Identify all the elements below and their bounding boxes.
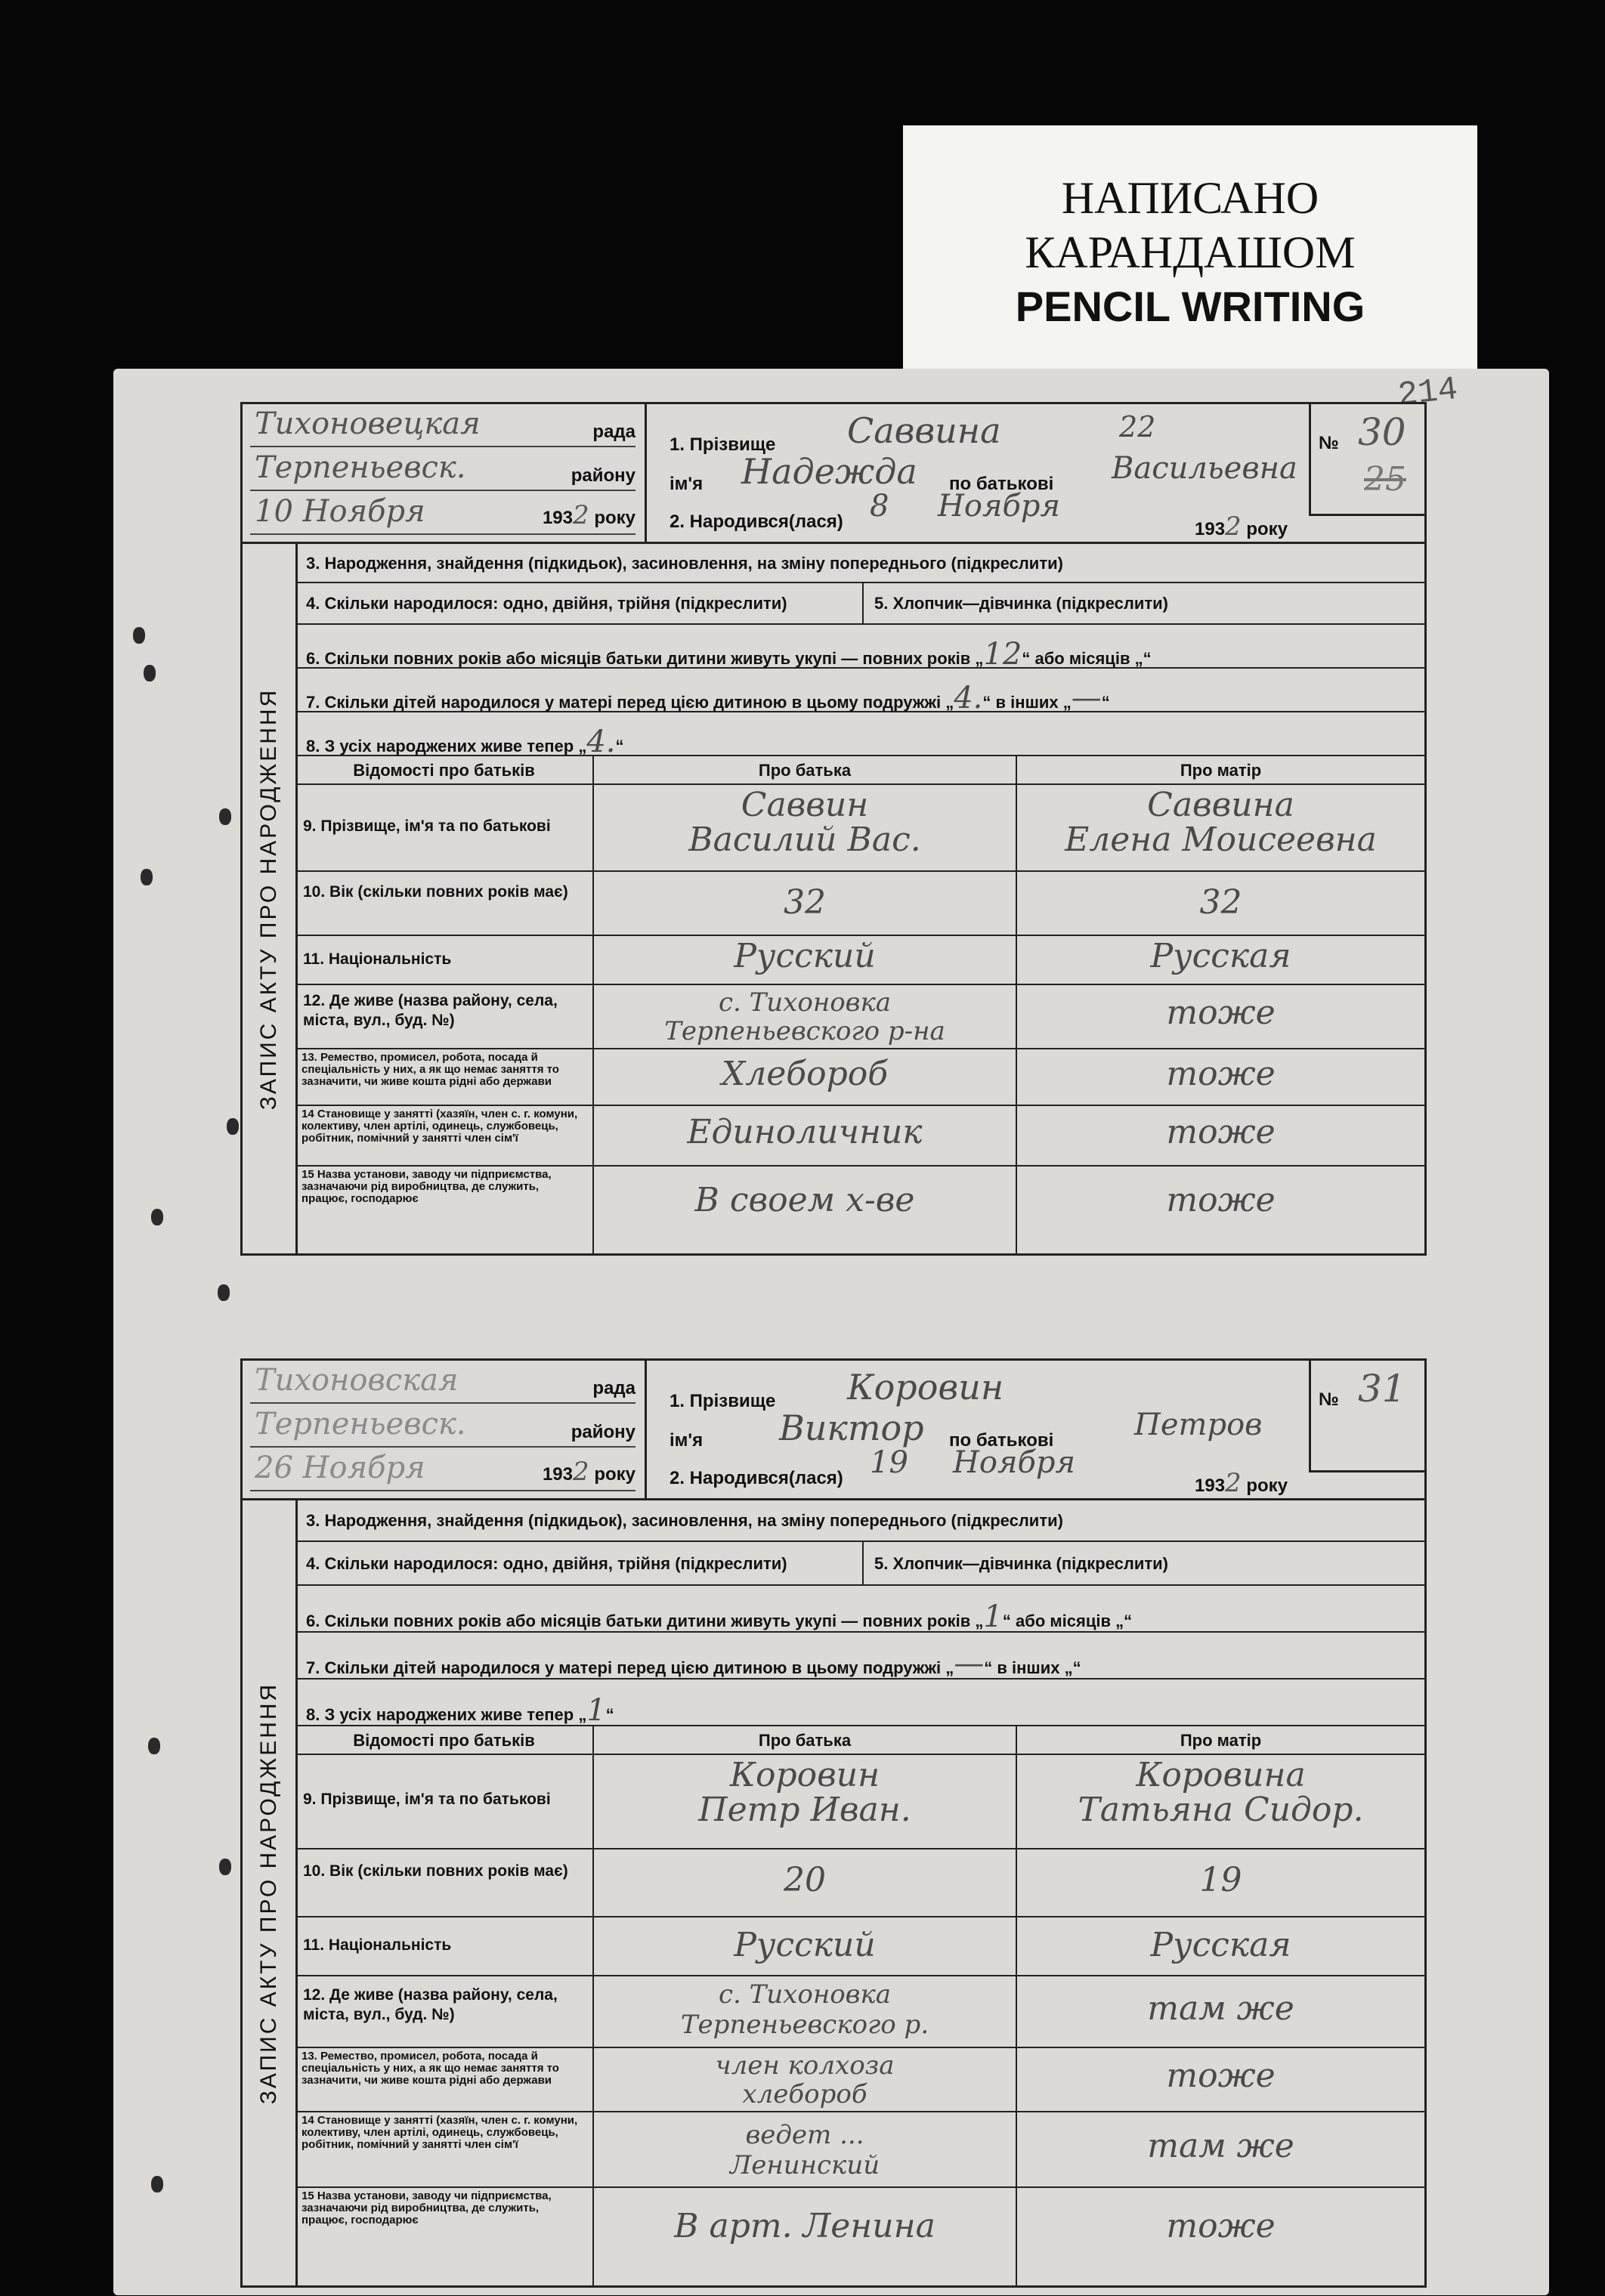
father-address	[594, 985, 1017, 1049]
q8-value: 4.	[586, 725, 616, 759]
registry-office-block	[243, 1361, 647, 1500]
reg-date-row	[250, 492, 636, 535]
crossed-number: 25	[1364, 460, 1406, 499]
side-title	[243, 1500, 298, 2285]
rada-label: рада	[592, 422, 636, 442]
punch-hole	[141, 869, 153, 885]
father-status-line1: ведет ...	[745, 2120, 864, 2150]
father-header: Про батька	[594, 756, 1017, 785]
q10-label: 10. Вік (скільки повних років має)	[295, 872, 594, 936]
father-occupation-line2: хлебороб	[742, 2079, 867, 2109]
mother-nationality: Русская	[1017, 1917, 1424, 1976]
surname-value: Саввина	[847, 410, 1001, 451]
q5-label: 5. Хлопчик—дівчинка (підкреслити)	[874, 594, 1169, 613]
punch-hole	[148, 1738, 160, 1754]
father-given-name: Василий Вас.	[688, 820, 921, 859]
patronymic-label: по батькові	[949, 1430, 1054, 1451]
q12-label: 12. Де живе (назва району, села, міста, вул., буд. №)	[295, 985, 594, 1049]
mother-header: Про матір	[1017, 756, 1424, 785]
father-status: Единоличник	[594, 1106, 1017, 1167]
q7-row	[295, 669, 1424, 715]
reg-year-value: 2	[573, 500, 589, 530]
father-name	[594, 785, 1017, 872]
mother-workplace: тоже	[1166, 2207, 1276, 2245]
q3-label: 3. Народження, знайдення (підкидьок), засиновлення, на зміну попереднього (підкреслити)	[306, 554, 1063, 573]
mother-status: тоже	[1017, 1106, 1424, 1167]
father-age: 32	[594, 872, 1017, 936]
surname-label: 1. Прізвище	[670, 1391, 776, 1411]
side-title	[243, 544, 298, 1253]
father-occupation: Хлебороб	[594, 1049, 1017, 1106]
punch-hole	[151, 1209, 163, 1225]
record-number-box	[1309, 1361, 1424, 1472]
father-address-line2: Терпеньевского р-на	[664, 1016, 945, 1046]
q4-label: 4. Скільки народилося: одно, двійня, трійня (підкреслити)	[306, 594, 787, 613]
q7-label: 7. Скільки дітей народилося у матері перед цією дитиною в цьому подружжі	[306, 1658, 942, 1677]
q8-row	[295, 712, 1424, 759]
mother-occupation: тоже	[1017, 1049, 1424, 1106]
reg-date-value: 26 Ноября	[255, 1451, 425, 1485]
q10-label: 10. Вік (скільки повних років має)	[295, 1849, 594, 1917]
q6-text: 6. Скільки повних років або місяців батьки дитини живуть укупі — повних років „1“ або місяців „“	[306, 1599, 1133, 1634]
q4-label: 4. Скільки народилося: одно, двійня, трійня (підкреслити)	[306, 1554, 787, 1573]
parents-header: Відомості про батьків	[295, 1726, 594, 1755]
q8-text: 8. З усіх народжених живе тепер „1“	[306, 1693, 614, 1728]
mother-header: Про матір	[1017, 1726, 1424, 1755]
birth-year-value: 2	[1225, 511, 1242, 542]
reg-roku-label: року	[594, 508, 636, 528]
q15-label: 15 Назва установи, заводу чи підприємства, зазначаючи рід виробництва, де служить, працює, господарює	[295, 1167, 594, 1253]
q7-other-label: в інших	[997, 1658, 1060, 1677]
side-title-text: ЗАПИС АКТУ ПРО НАРОДЖЕННЯ	[256, 1682, 281, 2104]
birth-year-prefix: 193	[1195, 519, 1226, 539]
q6-years-value: 1	[983, 1599, 1003, 1634]
father-workplace: В арт. Ленина	[594, 2188, 1017, 2285]
q6-text: 6. Скільки повних років або місяців батьки дитини живуть укупі — повних років „12“ або місяців „“	[306, 637, 1152, 672]
birth-year-label	[1195, 1468, 1288, 1498]
mother-workplace: тоже	[1166, 1181, 1276, 1219]
mother-age: 32	[1017, 872, 1424, 936]
label-line-3: PENCIL WRITING	[1015, 283, 1365, 330]
reg-year-prefix: 193	[542, 508, 573, 528]
q4-q5-row	[295, 1542, 1424, 1586]
rada-value: Тихоновецкая	[255, 406, 481, 441]
birth-roku-label: року	[1246, 519, 1288, 539]
q6-label: 6. Скільки повних років або місяців батьки дитини живуть укупі — повних років	[306, 1612, 971, 1630]
father-address-line1: с. Тихоновка	[718, 1979, 892, 2010]
mother-address: там же	[1017, 1976, 1424, 2048]
q6-row	[295, 625, 1424, 672]
q8-text: 8. З усіх народжених живе тепер „4.“	[306, 725, 624, 759]
mother-status: там же	[1017, 2112, 1424, 2188]
q11-label: 11. Національність	[295, 936, 594, 985]
reg-date-value: 10 Ноября	[255, 494, 425, 529]
surname-extra: 22	[1119, 410, 1156, 443]
q6-row	[295, 1586, 1424, 1633]
q8-label: 8. З усіх народжених живе тепер	[306, 737, 574, 756]
father-surname: Саввин	[741, 786, 869, 824]
mother-surname: Саввина	[1147, 786, 1294, 824]
surname-label: 1. Прізвище	[670, 434, 776, 455]
raion-row	[250, 1404, 636, 1448]
q4-q5-divider	[862, 1542, 864, 1584]
rada-value: Тихоновская	[255, 1363, 459, 1398]
name-value: Надежда	[741, 451, 917, 492]
mother-name	[1017, 785, 1424, 872]
raion-label: району	[571, 1422, 636, 1442]
record-header	[240, 402, 1427, 542]
mother-occupation: тоже	[1017, 2048, 1424, 2112]
q6-label: 6. Скільки повних років або місяців батьки дитини живуть укупі — повних років	[306, 649, 971, 668]
birth-year-value: 2	[1225, 1468, 1242, 1498]
reg-roku-label: року	[594, 1464, 636, 1485]
parents-header: Відомості про батьків	[295, 756, 594, 785]
father-address	[594, 1976, 1017, 2048]
patronymic-value: Петров	[1134, 1408, 1263, 1442]
birth-day: 19	[870, 1445, 908, 1480]
number-label: №	[1319, 1389, 1339, 1410]
reg-year-label	[543, 500, 636, 530]
father-occupation-line1: член колхоза	[715, 2050, 895, 2081]
father-given-name: Петр Иван.	[698, 1791, 911, 1829]
birth-month: Ноября	[938, 489, 1060, 524]
side-title-text: ЗАПИС АКТУ ПРО НАРОДЖЕННЯ	[256, 688, 281, 1110]
record-number-box	[1309, 404, 1424, 516]
punch-hole	[219, 808, 231, 825]
father-address-line2: Терпеньевского р.	[680, 2010, 929, 2040]
raion-label: району	[571, 465, 636, 486]
q8-value: 1	[586, 1693, 606, 1728]
father-nationality: Русский	[594, 936, 1017, 985]
q8-row	[295, 1680, 1424, 1726]
label-line-2: КАРАНДАШОМ	[1025, 227, 1356, 277]
q4-q5-row	[295, 583, 1424, 625]
reg-year-label	[543, 1457, 636, 1487]
number-label: №	[1319, 433, 1339, 453]
punch-hole	[151, 2176, 163, 2192]
q11-label: 11. Національність	[295, 1917, 594, 1976]
patronymic-label: по батькові	[949, 474, 1054, 494]
q9-label: 9. Прізвище, ім'я та по батькові	[295, 1755, 594, 1849]
father-workplace: В своем х-ве	[594, 1167, 1017, 1253]
birth-day: 8	[870, 489, 889, 524]
q7-row	[295, 1633, 1424, 1680]
mother-name	[1017, 1755, 1424, 1849]
record-number: 30	[1358, 410, 1406, 454]
q7-text: 7. Скільки дітей народилося у матері перед цією дитиною в цьому подружжі „—“ в інших „“	[306, 1646, 1081, 1681]
raion-row	[250, 448, 636, 491]
reg-year-prefix: 193	[542, 1464, 573, 1485]
label-line-1: НАПИСАНО	[1061, 173, 1319, 223]
rada-row	[250, 404, 636, 447]
father-status	[594, 2112, 1017, 2188]
sheet-number: 214	[1396, 370, 1460, 416]
q7-other-value: —	[1071, 681, 1102, 715]
birth-record-31	[240, 1358, 1427, 2288]
mother-given-name: Елена Моисеевна	[1065, 820, 1377, 859]
punch-hole	[218, 1284, 230, 1301]
q9-label: 9. Прізвище, ім'я та по батькові	[295, 785, 594, 872]
born-label: 2. Народився(лася)	[670, 511, 843, 532]
father-address-line1: с. Тихоновка	[718, 987, 892, 1018]
q6-months-label: або місяців	[1016, 1612, 1112, 1630]
name-value: Виктор	[779, 1408, 924, 1448]
birth-year-label	[1195, 511, 1288, 542]
rada-row	[250, 1361, 636, 1404]
q7-label: 7. Скільки дітей народилося у матері перед цією дитиною в цьому подружжі	[306, 693, 942, 712]
father-age: 20	[594, 1849, 1017, 1917]
q7-text: 7. Скільки дітей народилося у матері перед цією дитиною в цьому подружжі „4.“ в інших „—“	[306, 681, 1110, 715]
q7-other-label: в інших	[995, 693, 1059, 712]
q7-value: —	[954, 1646, 985, 1681]
name-label: ім'я	[670, 1430, 704, 1451]
punch-hole	[144, 665, 156, 681]
q6-years-value: 12	[983, 637, 1022, 672]
record-number: 31	[1358, 1367, 1406, 1411]
q3-label: 3. Народження, знайдення (підкидьок), засиновлення, на зміну попереднього (підкреслити)	[306, 1511, 1063, 1530]
q13-label: 13. Ремество, промисел, робота, посада й спеціальність у них, а як що немає заняття то зазначити, чи живе кошта рідні або держави	[295, 2048, 594, 2112]
mother-address: тоже	[1017, 985, 1424, 1049]
father-name	[594, 1755, 1017, 1849]
record-body	[240, 542, 1427, 1256]
birth-month: Ноября	[953, 1445, 1075, 1480]
q3-row	[295, 1500, 1424, 1542]
surname-value: Коровин	[847, 1367, 1004, 1408]
born-label: 2. Народився(лася)	[670, 1468, 843, 1488]
registry-office-block	[243, 404, 647, 544]
reg-date-row	[250, 1448, 636, 1491]
raion-value: Терпеньевск.	[255, 450, 466, 485]
birth-year-prefix: 193	[1195, 1476, 1226, 1496]
punch-hole	[227, 1118, 239, 1135]
mother-surname: Коровина	[1136, 1756, 1306, 1794]
reg-year-value: 2	[573, 1457, 589, 1487]
q6-months-label: або місяців	[1034, 649, 1130, 668]
q15-label: 15 Назва установи, заводу чи підприємства, зазначаючи рід виробництва, де служить, працює, господарює	[295, 2188, 594, 2285]
raion-value: Терпеньевск.	[255, 1407, 466, 1442]
q7-value: 4.	[954, 681, 983, 715]
q8-label: 8. З усіх народжених живе тепер	[306, 1705, 574, 1724]
mother-nationality: Русская	[1017, 936, 1424, 985]
q3-row	[295, 544, 1424, 583]
name-label: ім'я	[670, 474, 704, 494]
father-surname: Коровин	[729, 1756, 880, 1794]
record-body	[240, 1498, 1427, 2288]
q5-label: 5. Хлопчик—дівчинка (підкреслити)	[874, 1554, 1169, 1573]
birth-roku-label: року	[1246, 1476, 1288, 1496]
q14-label: 14 Становище у занятті (хазяїн, член с. г. комуни, колективу, член артілі, одинець, службовець, робітник, помічний у занятті член сім'ї	[295, 1106, 594, 1167]
punch-hole	[219, 1859, 231, 1875]
father-status-line2: Ленинский	[729, 2150, 880, 2180]
father-nationality: Русский	[594, 1917, 1017, 1976]
q14-label: 14 Становище у занятті (хазяїн, член с. г. комуни, колективу, член артілі, одинець, службовець, робітник, помічний у занятті член сім'ї	[295, 2112, 594, 2188]
q12-label: 12. Де живе (назва району, села, міста, вул., буд. №)	[295, 1976, 594, 2048]
pencil-writing-label	[903, 125, 1477, 371]
mother-given-name: Татьяна Сидор.	[1078, 1791, 1364, 1829]
rada-label: рада	[592, 1378, 636, 1398]
q4-q5-divider	[862, 583, 864, 623]
patronymic-value: Васильевна	[1112, 451, 1297, 486]
q13-label: 13. Ремество, промисел, робота, посада й спеціальність у них, а як що немає заняття то зазначити, чи живе кошта рідні або держави	[295, 1049, 594, 1106]
punch-hole	[133, 627, 145, 644]
father-header: Про батька	[594, 1726, 1017, 1755]
mother-age: 19	[1017, 1849, 1424, 1917]
record-header	[240, 1358, 1427, 1498]
birth-record-30	[240, 402, 1427, 1256]
father-occupation	[594, 2048, 1017, 2112]
